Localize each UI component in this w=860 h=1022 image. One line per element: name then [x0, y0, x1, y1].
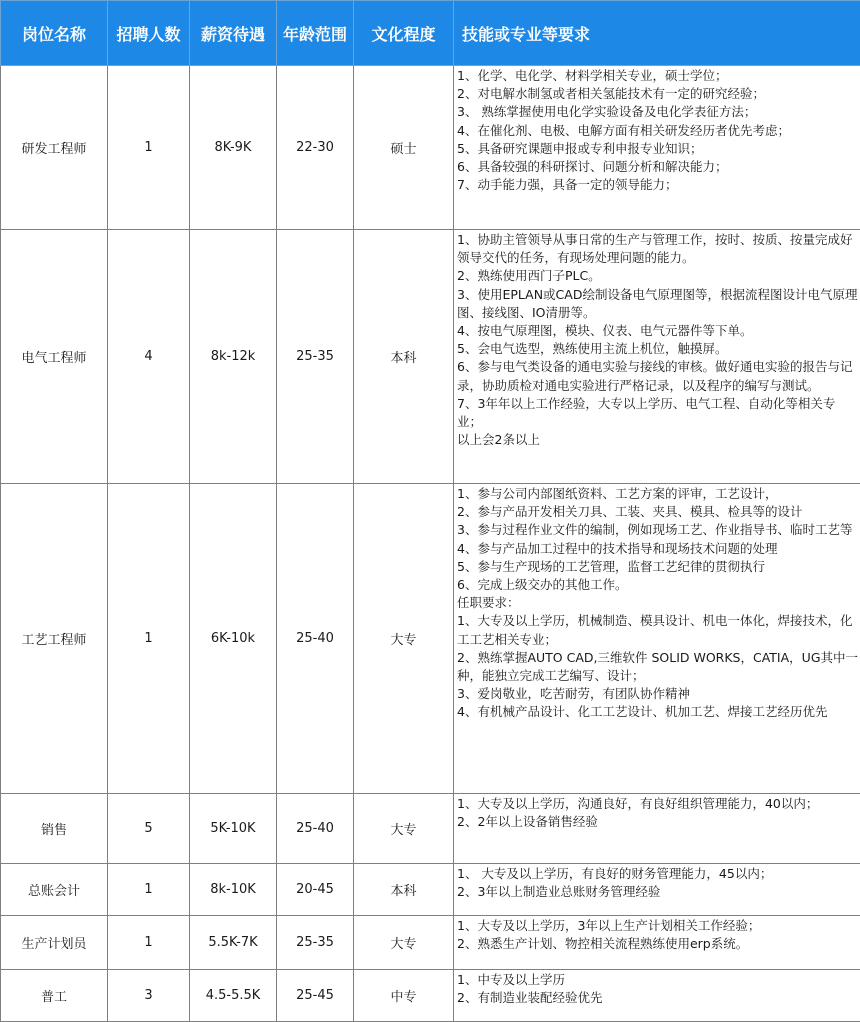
- requirements-cell: [454, 970, 860, 1022]
- age-range-cell: 25-35: [277, 230, 354, 484]
- salary-cell: 8K-9K: [190, 66, 277, 230]
- headcount-cell: 3: [108, 970, 190, 1022]
- requirement-line: 4、参与产品加工过程中的技术指导和现场技术问题的处理: [457, 540, 858, 558]
- headcount-cell: 5: [108, 794, 190, 864]
- requirement-line: 6、完成上级交办的其他工作。: [457, 576, 858, 594]
- table-row: [1, 484, 860, 794]
- education-cell: 本科: [354, 864, 454, 916]
- requirement-line: 1、大专及以上学历，3年以上生产计划相关工作经验；: [457, 917, 858, 935]
- headcount-cell: 1: [108, 916, 190, 970]
- header-headcount: 招聘人数: [108, 1, 190, 66]
- header-education: 文化程度: [354, 1, 454, 66]
- header-salary: 薪资待遇: [190, 1, 277, 66]
- requirement-line: 6、参与电气类设备的通电实验与接线的审核。做好通电实验的报告与记录，协助质检对通电实验进行严格记录，以及程序的编写与测试。: [457, 358, 858, 394]
- requirement-line: 1、化学、电化学、材料学相关专业，硕士学位；: [457, 67, 858, 85]
- education-cell: 本科: [354, 230, 454, 484]
- requirements-cell: [454, 230, 860, 484]
- requirement-line: 3、使用EPLAN或CAD绘制设备电气原理图等，根据流程图设计电气原理图、接线图、IO清册等。: [457, 286, 858, 322]
- header-requirements: 技能或专业等要求: [454, 1, 860, 66]
- requirement-line: 1、中专及以上学历: [457, 971, 858, 989]
- age-range-cell: 25-35: [277, 916, 354, 970]
- headcount-cell: 1: [108, 66, 190, 230]
- requirement-line: 2、3年以上制造业总账财务管理经验: [457, 883, 858, 901]
- age-range-cell: 20-45: [277, 864, 354, 916]
- requirement-line: 3、爱岗敬业，吃苦耐劳，有团队协作精神: [457, 685, 858, 703]
- table-row: [1, 230, 860, 484]
- requirement-line: 2、有制造业装配经验优先: [457, 989, 858, 1007]
- headcount-cell: 1: [108, 864, 190, 916]
- education-cell: 硕士: [354, 66, 454, 230]
- requirement-line: 1、协助主管领导从事日常的生产与管理工作，按时、按质、按量完成好领导交代的任务，有现场处理问题的能力。: [457, 231, 858, 267]
- requirement-line: 4、有机械产品设计、化工工艺设计、机加工艺、焊接工艺经历优先: [457, 703, 858, 721]
- requirement-line: 5、会电气选型，熟练使用主流上机位，触摸屏。: [457, 340, 858, 358]
- requirement-line: 2、2年以上设备销售经验: [457, 813, 858, 831]
- education-cell: 大专: [354, 794, 454, 864]
- requirements-cell: [454, 484, 860, 794]
- table-row: [1, 864, 860, 916]
- salary-cell: 8k-12k: [190, 230, 277, 484]
- requirement-line: 3、参与过程作业文件的编制，例如现场工艺、作业指导书、临时工艺等: [457, 521, 858, 539]
- requirement-line: 7、3年年以上工作经验，大专以上学历、电气工程、自动化等相关专业；: [457, 395, 858, 431]
- requirement-line: 2、熟练使用西门子PLC。: [457, 267, 858, 285]
- age-range-cell: 22-30: [277, 66, 354, 230]
- headcount-cell: 1: [108, 484, 190, 794]
- requirements-cell: [454, 864, 860, 916]
- requirement-line: 2、参与产品开发相关刀具、工装、夹具、模具、检具等的设计: [457, 503, 858, 521]
- requirement-line: 3、 熟练掌握使用电化学实验设备及电化学表征方法；: [457, 103, 858, 121]
- table-row: [1, 916, 860, 970]
- education-cell: 大专: [354, 484, 454, 794]
- requirement-line: 5、参与生产现场的工艺管理，监督工艺纪律的贯彻执行: [457, 558, 858, 576]
- job-title-cell: 电气工程师: [1, 230, 108, 484]
- requirement-line: 7、动手能力强，具备一定的领导能力；: [457, 176, 858, 194]
- job-title-cell: 工艺工程师: [1, 484, 108, 794]
- salary-cell: 5.5K-7K: [190, 916, 277, 970]
- requirement-line: 1、大专及以上学历，机械制造、模具设计、机电一体化，焊接技术，化工工艺相关专业；: [457, 612, 858, 648]
- education-cell: 中专: [354, 970, 454, 1022]
- requirements-cell: [454, 66, 860, 230]
- job-title-cell: 研发工程师: [1, 66, 108, 230]
- job-title-cell: 普工: [1, 970, 108, 1022]
- requirements-cell: [454, 916, 860, 970]
- requirement-line: 5、具备研究课题申报或专利申报专业知识；: [457, 140, 858, 158]
- requirement-line: 6、具备较强的科研探讨、问题分析和解决能力；: [457, 158, 858, 176]
- requirement-line: 2、对电解水制氢或者相关氢能技术有一定的研究经验；: [457, 85, 858, 103]
- headcount-cell: 4: [108, 230, 190, 484]
- age-range-cell: 25-40: [277, 794, 354, 864]
- requirement-line: 以上会2条以上: [457, 431, 858, 449]
- header-job-title: 岗位名称: [1, 1, 108, 66]
- requirement-line: 任职要求：: [457, 594, 858, 612]
- table-row: [1, 794, 860, 864]
- job-title-cell: 总账会计: [1, 864, 108, 916]
- requirements-cell: [454, 794, 860, 864]
- header-age-range: 年龄范围: [277, 1, 354, 66]
- requirement-line: 1、 大专及以上学历，有良好的财务管理能力，45以内；: [457, 865, 858, 883]
- job-title-cell: 销售: [1, 794, 108, 864]
- requirement-line: 2、熟练掌握AUTO CAD,三维软件 SOLID WORKS，CATIA，UG其中一种，能独立完成工艺编写、设计；: [457, 649, 858, 685]
- requirement-line: 2、熟悉生产计划、物控相关流程熟练使用erp系统。: [457, 935, 858, 953]
- requirement-line: 1、大专及以上学历，沟通良好，有良好组织管理能力，40以内；: [457, 795, 858, 813]
- age-range-cell: 25-45: [277, 970, 354, 1022]
- requirement-line: 4、在催化剂、电极、电解方面有相关研发经历者优先考虑；: [457, 122, 858, 140]
- salary-cell: 8k-10K: [190, 864, 277, 916]
- age-range-cell: 25-40: [277, 484, 354, 794]
- table-row: [1, 970, 860, 1022]
- salary-cell: 6K-10k: [190, 484, 277, 794]
- requirement-line: 4、按电气原理图，模块、仪表、电气元器件等下单。: [457, 322, 858, 340]
- table-header-row: [1, 1, 860, 66]
- table-row: [1, 66, 860, 230]
- salary-cell: 5K-10K: [190, 794, 277, 864]
- job-title-cell: 生产计划员: [1, 916, 108, 970]
- requirement-line: 1、参与公司内部图纸资料、工艺方案的评审，工艺设计，: [457, 485, 858, 503]
- salary-cell: 4.5-5.5K: [190, 970, 277, 1022]
- education-cell: 大专: [354, 916, 454, 970]
